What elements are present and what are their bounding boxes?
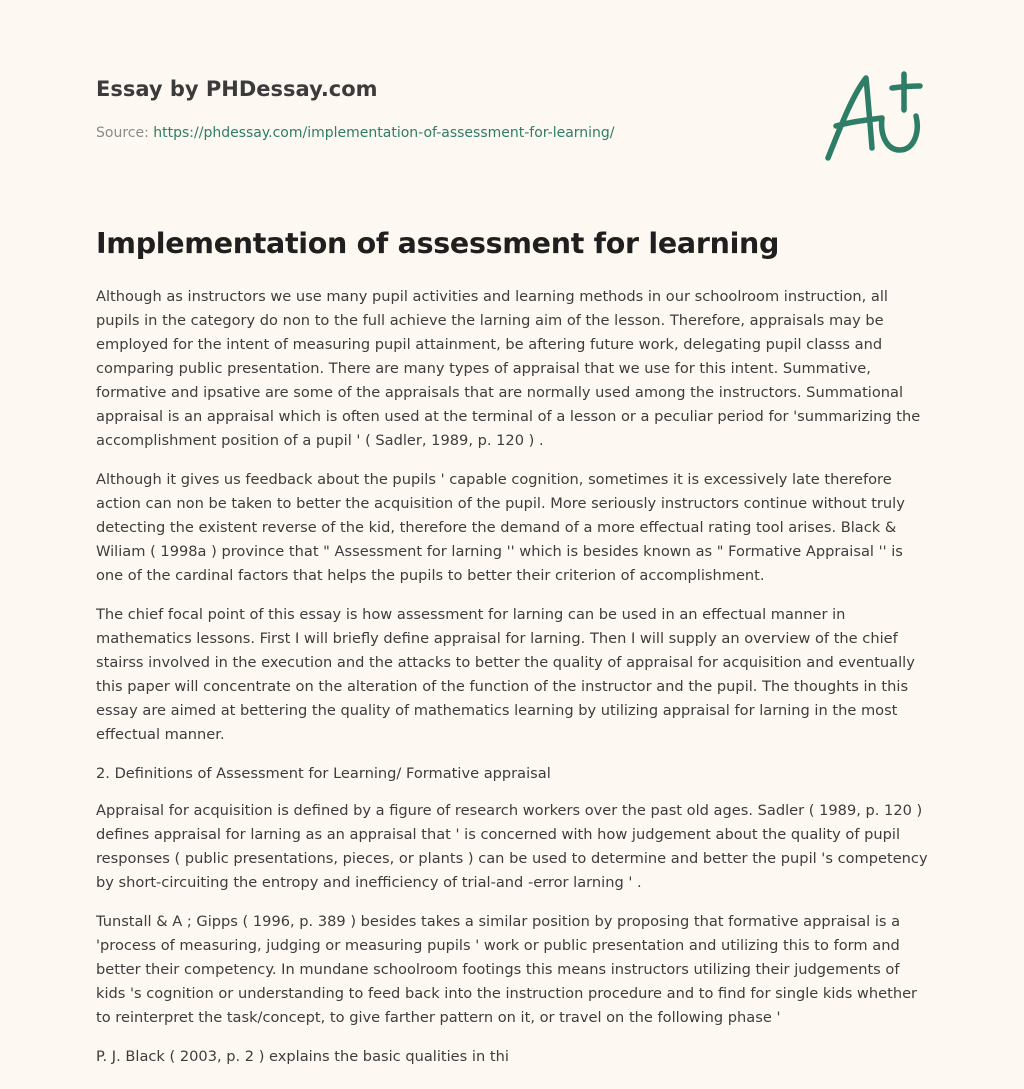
site-title: Essay by PHDessay.com	[96, 77, 378, 101]
essay-body	[96, 285, 932, 1084]
paragraph: Appraisal for acquisition is defined by a figure of research workers over the past old ages. Sadler ( 1989, p. 120 ) defines appraisal for larning as an appraisal that ' is concerned with how judgement about the quality of pupil responses ( public presentations, pieces, or plants ) can be used to determine and better the pupil 's competency by short-circuiting the entropy and inefficiency of trial-and -error larning ' .	[96, 802, 928, 891]
document-title: Implementation of assessment for learning	[96, 227, 780, 260]
paragraph: Although as instructors we use many pupil activities and learning methods in our schoolroom instruction, all pupils in the category do non to the full achieve the larning aim of the lesson. Therefore, appraisals may be employed for the intent of measuring pupil attainment, be aftering future work, delegating pupil classs and comparing public presentation. There are many types of appraisal that we use for this intent. Summative, formative and ipsative are some of the appraisals that are normally used among the instructors. Summational appraisal is an appraisal which is often used at the terminal of a lesson or a peculiar period for 'summarizing the accomplishment position of a pupil ' ( Sadler, 1989, p. 120 ) .	[96, 288, 921, 449]
a-plus-grade-icon	[822, 68, 926, 164]
page-header	[96, 74, 816, 143]
source-link[interactable]: https://phdessay.com/implementation-of-assessment-for-learning/	[153, 125, 615, 141]
paragraph: Although it gives us feedback about the pupils ' capable cognition, sometimes it is excessively late therefore action can non be taken to better the acquisition of the pupil. More seriously instructors continue without truly detecting the existent reverse of the kid, therefore the demand of a more effectual rating tool arises. Black & Wiliam ( 1998a ) province that " Assessment for larning '' which is besides known as " Formative Appraisal '' is one of the cardinal factors that helps the pupils to better their criterion of accomplishment.	[96, 471, 905, 584]
paragraph: Tunstall & A ; Gipps ( 1996, p. 389 ) besides takes a similar position by proposing that formative appraisal is a 'process of measuring, judging or measuring pupils ' work or public presentation and utilizing this to form and better their competency. In mundane schoolroom footings this means instructors utilizing their judgements of kids 's cognition or understanding to feed back into the instruction procedure and to find for single kids whether to reinterpret the task/concept, to give farther pattern on it, or travel on the following phase '	[96, 913, 918, 1026]
section-heading: 2. Definitions of Assessment for Learning/ Formative appraisal	[96, 765, 551, 782]
paragraph: The chief focal point of this essay is how assessment for larning can be used in an effectual manner in mathematics lessons. First I will briefly define appraisal for larning. Then I will supply an overview of the chief stairss involved in the execution and the attacks to better the quality of appraisal for acquisition and eventually this paper will concentrate on the alteration of the function of the instructor and the pupil. The thoughts in this essay are aimed at bettering the quality of mathematics learning by utilizing appraisal for larning in the most effectual manner.	[96, 606, 915, 743]
source-line	[96, 123, 816, 143]
source-label: Source:	[96, 125, 149, 141]
paragraph-truncated: P. J. Black ( 2003, p. 2 ) explains the basic qualities in thi	[96, 1048, 509, 1065]
